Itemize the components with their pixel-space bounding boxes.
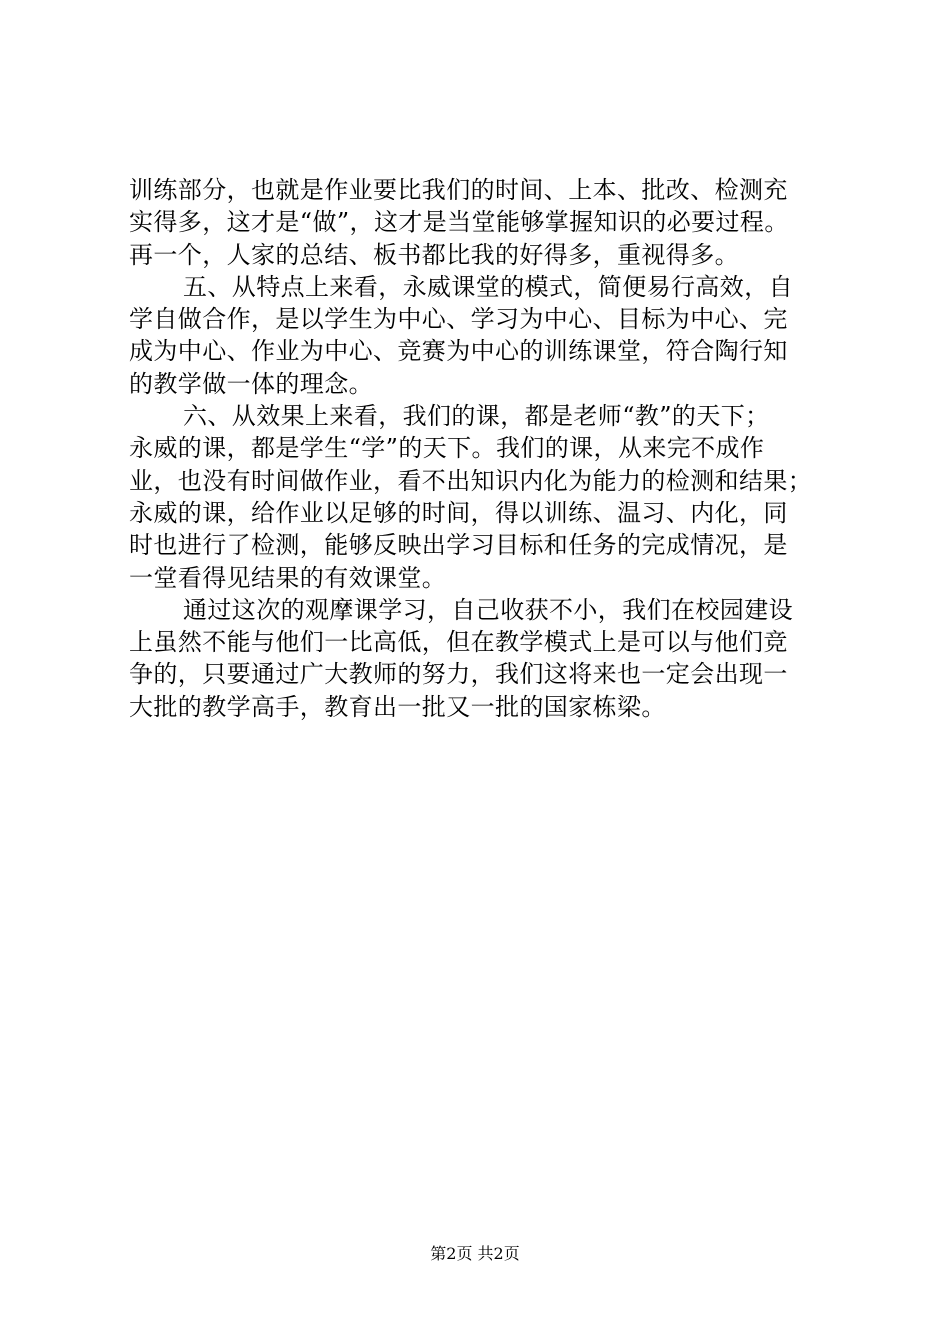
text-line: 学自做合作，是以学生为中心、学习为中心、目标为中心、完 <box>129 305 788 334</box>
paragraph-first-line: 六、从效果上来看，我们的课，都是老师“教”的天下； <box>183 402 770 431</box>
text-line: 永威的课，给作业以足够的时间，得以训练、温习、内化，同 <box>129 498 788 527</box>
text-line: 业，也没有时间做作业，看不出知识内化为能力的检测和结果； <box>129 466 813 495</box>
text-line: 大批的教学高手，教育出一批又一批的国家栋梁。 <box>129 692 666 721</box>
text-line: 再一个，人家的总结、板书都比我的好得多，重视得多。 <box>129 240 739 269</box>
text-line: 永威的课，都是学生“学”的天下。我们的课，从来完不成作 <box>129 434 765 463</box>
text-line: 的教学做一体的理念。 <box>129 369 373 398</box>
text-line: 上虽然不能与他们一比高低，但在教学模式上是可以与他们竞 <box>129 628 788 657</box>
text-line: 时也进行了检测，能够反映出学习目标和任务的完成情况，是 <box>129 531 788 560</box>
text-line: 成为中心、作业为中心、竞赛为中心的训练课堂，符合陶行知 <box>129 337 788 366</box>
page-number-footer: 第2页 共2页 <box>430 1244 520 1263</box>
text-line: 一堂看得见结果的有效课堂。 <box>129 563 447 592</box>
text-line: 训练部分，也就是作业要比我们的时间、上本、批改、检测充 <box>129 176 788 204</box>
document-body <box>129 174 849 723</box>
paragraph-first-line: 通过这次的观摩课学习，自己收获不小，我们在校园建设 <box>183 595 793 624</box>
text-line: 实得多，这才是“做”，这才是当堂能够掌握知识的必要过程。 <box>129 208 789 237</box>
paragraph-first-line: 五、从特点上来看，永威课堂的模式，简便易行高效，自 <box>183 272 793 301</box>
text-line: 争的，只要通过广大教师的努力，我们这将来也一定会出现一 <box>129 660 788 689</box>
